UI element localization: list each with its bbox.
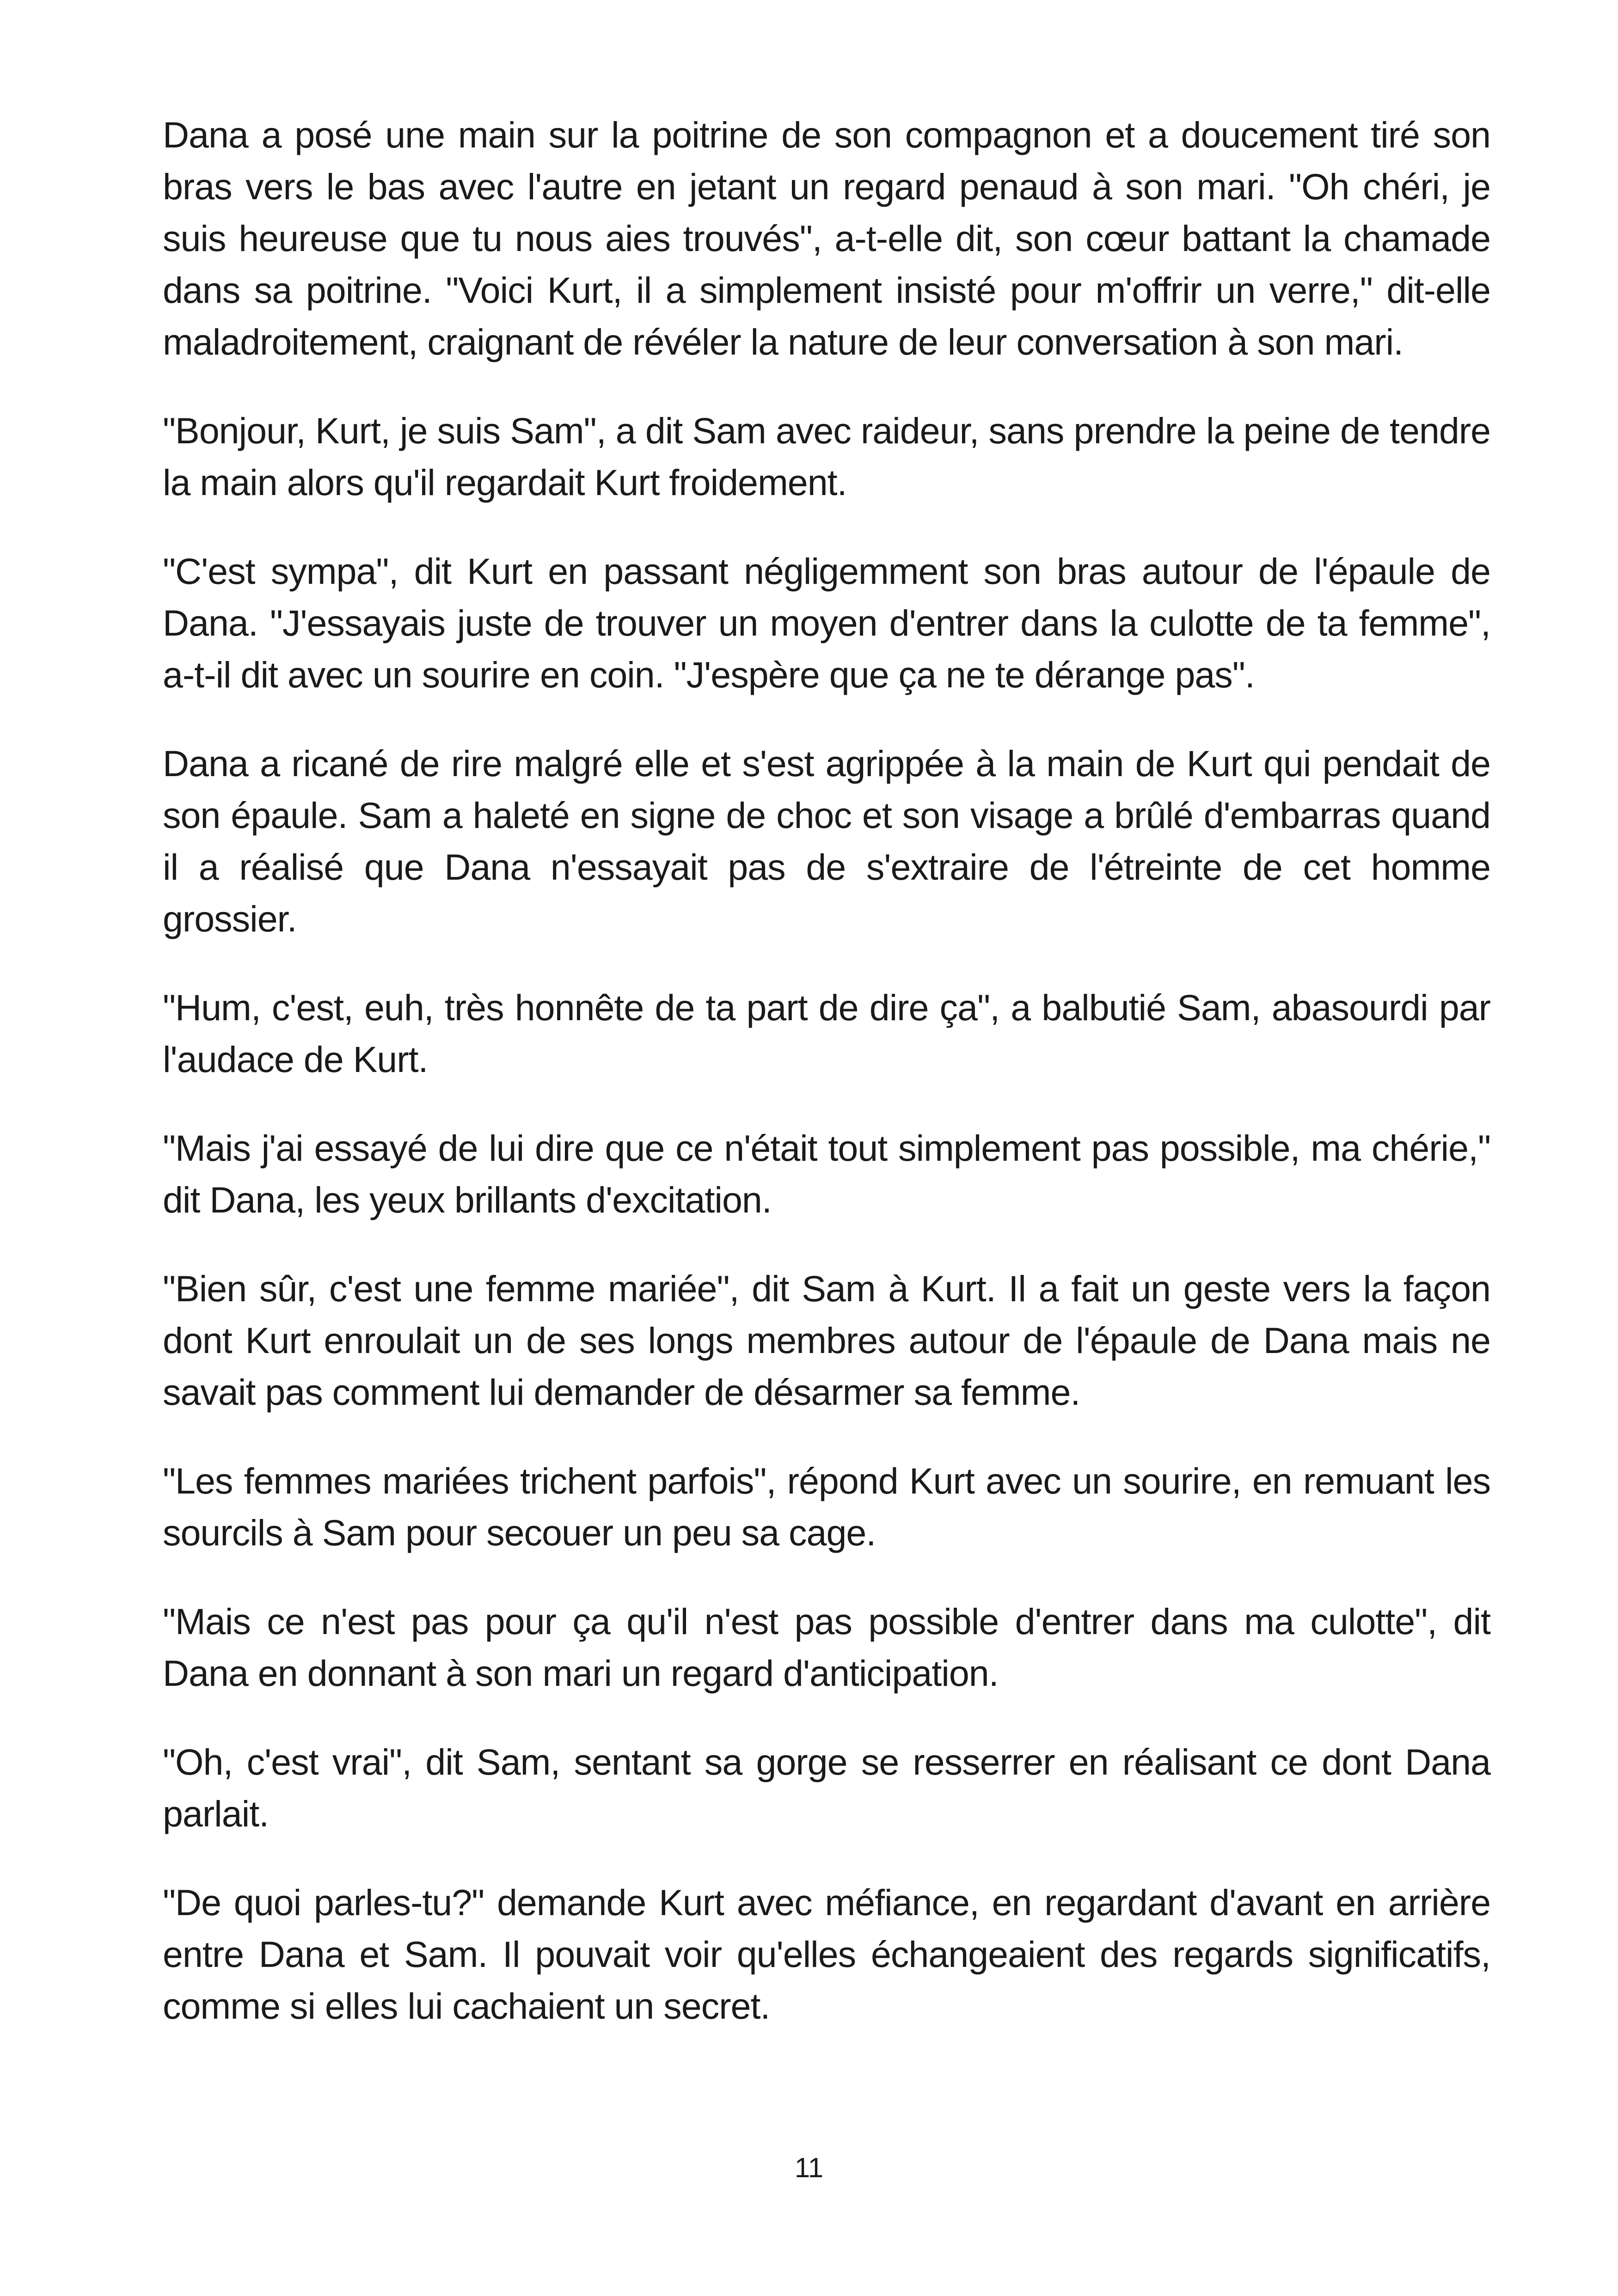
paragraph-8: "Les femmes mariées trichent parfois", répond Kurt avec un sourire, en remuant les sourcils à Sam pour secouer un peu sa cage. (163, 1460, 1490, 1553)
paragraph-1: Dana a posé une main sur la poitrine de son compagnon et a doucement tiré son bras vers le bas avec l'autre en jetant un regard penaud à son mari. "Oh chéri, je suis heureuse que tu nous aies trouvés", a-t-elle dit, son cœur battant la chamade dans sa poitrine. "Voici Kurt, il a simplement insisté pour m'offrir un verre," dit-elle maladroitement, craignant de révéler la nature de leur conversation à son mari. (163, 114, 1490, 362)
paragraph-11: "De quoi parles-tu?" demande Kurt avec méfiance, en regardant d'avant en arrière entre Dana et Sam. Il pouvait voir qu'elles échangeaient des regards significatifs, comme si elles lui cachaient un secret. (163, 1882, 1490, 2027)
paragraph-2: "Bonjour, Kurt, je suis Sam", a dit Sam avec raideur, sans prendre la peine de tendre la main alors qu'il regardait Kurt froidement. (163, 410, 1490, 503)
paragraph-6: "Mais j'ai essayé de lui dire que ce n'était tout simplement pas possible, ma chérie," dit Dana, les yeux brillants d'excitation. (163, 1127, 1490, 1220)
document-body (163, 109, 1490, 2069)
paragraph-3: "C'est sympa", dit Kurt en passant négligemment son bras autour de l'épaule de Dana. "J'essayais juste de trouver un moyen d'entrer dans la culotte de ta femme", a-t-il dit avec un sourire en coin. "J'espère que ça ne te dérange pas". (163, 551, 1490, 695)
paragraph-4: Dana a ricané de rire malgré elle et s'est agrippée à la main de Kurt qui pendait de son épaule. Sam a haleté en signe de choc et son visage a brûlé d'embarras quand il a réalisé que Dana n'essayait pas de s'extraire de l'étreinte de cet homme grossier. (163, 743, 1490, 939)
paragraph-7: "Bien sûr, c'est une femme mariée", dit Sam à Kurt. Il a fait un geste vers la façon dont Kurt enroulait un de ses longs membres autour de l'épaule de Dana mais ne savait pas comment lui demander de désarmer sa femme. (163, 1268, 1490, 1413)
paragraph-10: "Oh, c'est vrai", dit Sam, sentant sa gorge se resserrer en réalisant ce dont Dana parlait. (163, 1741, 1490, 1834)
page-number: 11 (794, 2152, 824, 2183)
paragraph-5: "Hum, c'est, euh, très honnête de ta part de dire ça", a balbutié Sam, abasourdi par l'audace de Kurt. (163, 987, 1490, 1080)
paragraph-9: "Mais ce n'est pas pour ça qu'il n'est pas possible d'entrer dans ma culotte", dit Dana en donnant à son mari un regard d'anticipation. (163, 1601, 1490, 1694)
